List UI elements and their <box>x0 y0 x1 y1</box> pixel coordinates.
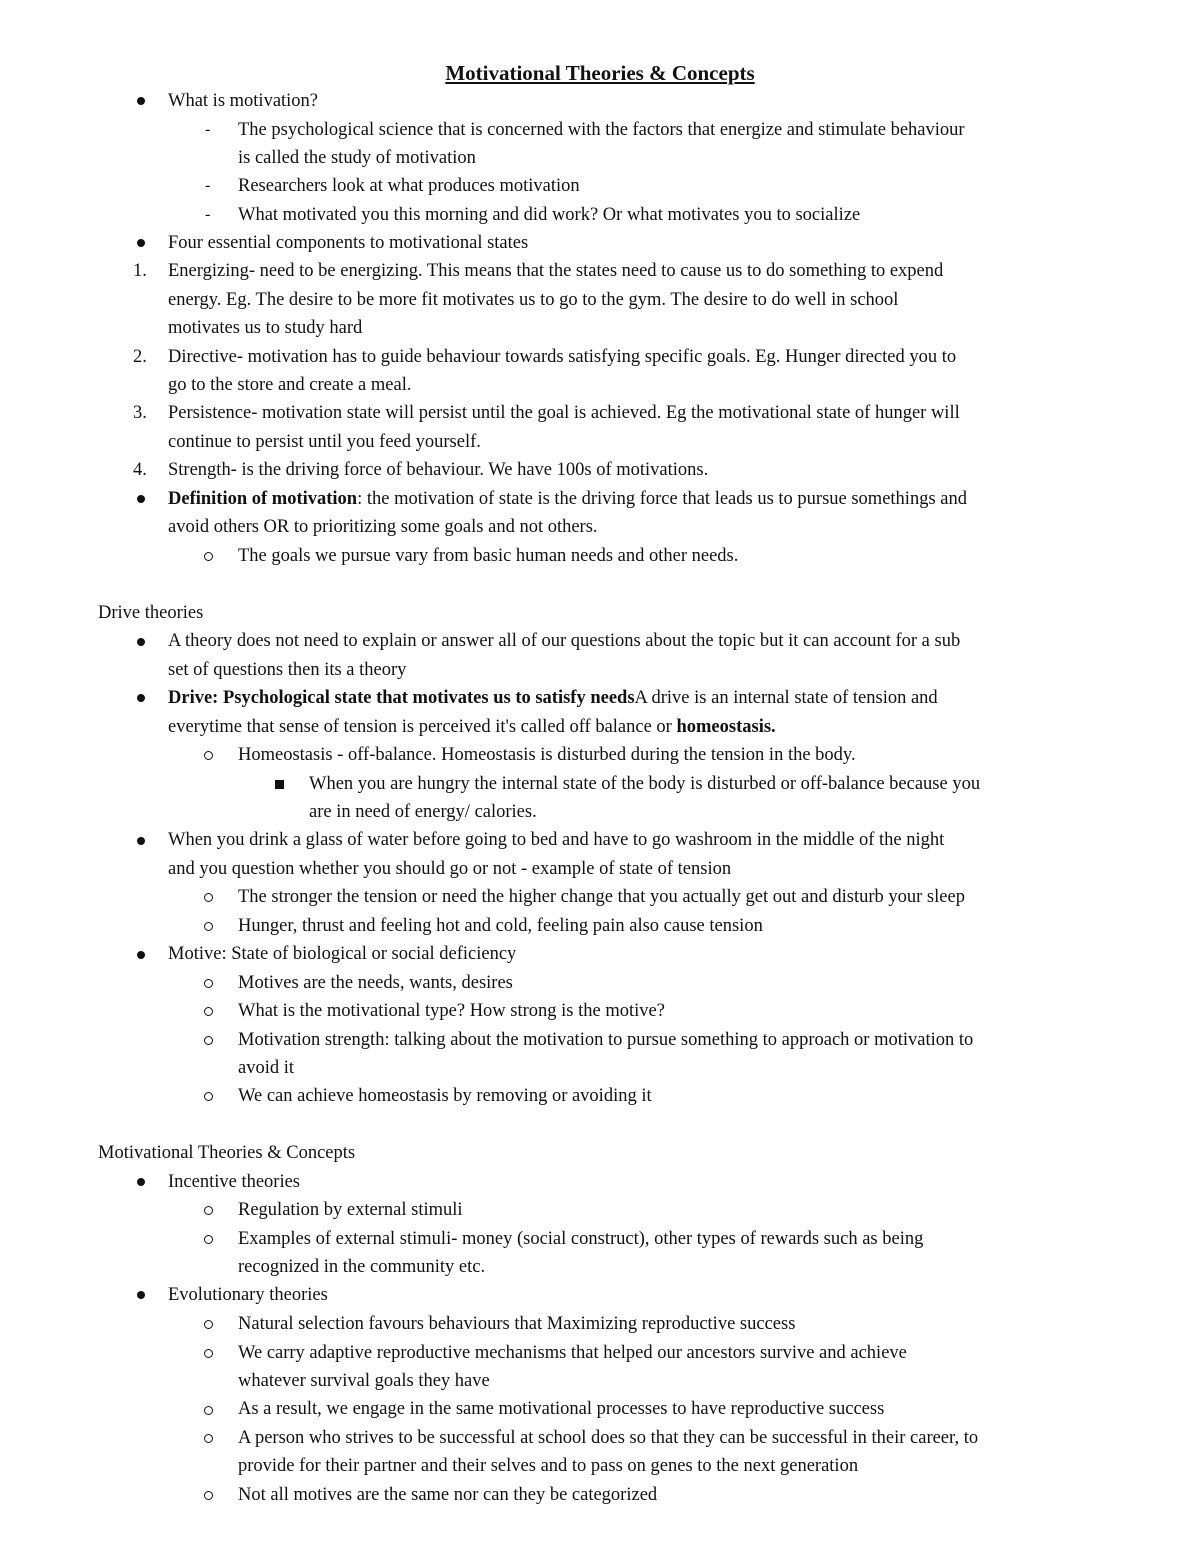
sub-bullet-text-cont: whatever survival goals they have <box>238 1371 490 1391</box>
bullet-text: Evolutionary theories <box>168 1285 328 1305</box>
bullet-text-rest: : the motivation of state is the driving force that leads us to pursue somethings and <box>357 489 967 509</box>
bullet-text: Four essential components to motivational states <box>168 233 529 253</box>
list-number: 2. <box>133 347 147 367</box>
circle-bullet <box>204 1434 213 1443</box>
sub-bullet-text: Motives are the needs, wants, desires <box>238 973 513 993</box>
circle-bullet <box>204 893 213 902</box>
sub-bullet-text: What is the motivational type? How strong is the motive? <box>238 1001 665 1021</box>
section-heading: Motivational Theories & Concepts <box>98 1143 356 1163</box>
circle-bullet <box>204 1491 213 1500</box>
numbered-text: Energizing- need to be energizing. This means that the states need to cause us to do something to expend <box>168 261 944 281</box>
document-title: Motivational Theories & Concepts <box>445 61 755 85</box>
sub-bullet-text: Examples of external stimuli- money (social construct), other types of rewards such as being <box>238 1229 924 1249</box>
list-number: 4. <box>133 460 147 480</box>
bullet-text: When you drink a glass of water before going to bed and have to go washroom in the middle of the night <box>168 830 945 850</box>
bullet-dot <box>137 694 145 702</box>
numbered-text-cont: energy. Eg. The desire to be more fit motivates us to go to the gym. The desire to do well in school <box>168 290 899 310</box>
bullet-text-rest: A drive is an internal state of tension and <box>634 688 938 708</box>
bullet-text-part: everytime that sense of tension is perceived it's called off balance or <box>168 717 677 737</box>
numbered-text: Strength- is the driving force of behaviour. We have 100s of motivations. <box>168 460 709 480</box>
sub-bullet-text-cont: provide for their partner and their selves and to pass on genes to the next generation <box>238 1456 859 1476</box>
circle-bullet <box>204 1092 213 1101</box>
dash-marker: - <box>205 177 211 194</box>
bullet-dot <box>137 638 145 646</box>
circle-bullet <box>204 922 213 931</box>
square-bullet <box>275 780 284 789</box>
circle-bullet <box>204 1406 213 1415</box>
circle-bullet <box>204 1036 213 1045</box>
numbered-text-cont: continue to persist until you feed yourself. <box>168 432 481 452</box>
dash-marker: - <box>205 206 211 223</box>
bullet-text-cont: and you question whether you should go or not - example of state of tension <box>168 859 732 879</box>
bullet-text-cont: set of questions then its a theory <box>168 660 407 680</box>
sub-bullet-text: Regulation by external stimuli <box>238 1200 463 1220</box>
sub-bullet-text: As a result, we engage in the same motivational processes to have reproductive success <box>238 1399 885 1419</box>
numbered-text-cont: go to the store and create a meal. <box>168 375 412 395</box>
bold-term: Definition of motivation <box>168 489 358 509</box>
sub-bullet-text: Not all motives are the same nor can they be categorized <box>238 1485 658 1505</box>
sub-bullet-text: Hunger, thrust and feeling hot and cold, feeling pain also cause tension <box>238 916 763 936</box>
bullet-dot <box>137 495 145 503</box>
bullet-text: What is motivation? <box>168 91 319 111</box>
bullet-text-cont: avoid others OR to prioritizing some goals and not others. <box>168 517 598 537</box>
bullet-text-cont <box>168 713 776 742</box>
bullet-dot <box>137 1178 145 1186</box>
list-number: 3. <box>133 403 147 423</box>
bullet-text <box>168 485 967 514</box>
circle-bullet <box>204 1007 213 1016</box>
bullet-text: Incentive theories <box>168 1172 301 1192</box>
dash-text: The psychological science that is concerned with the factors that energize and stimulate behaviour <box>238 120 965 140</box>
sub-bullet-text: Motivation strength: talking about the motivation to pursue something to approach or motivation to <box>238 1030 974 1050</box>
sub-bullet-text: A person who strives to be successful at school does so that they can be successful in their career, to <box>238 1428 979 1448</box>
sub-bullet-text: We can achieve homeostasis by removing or avoiding it <box>238 1086 652 1106</box>
bullet-dot <box>137 1291 145 1299</box>
sub-sub-bullet-text: When you are hungry the internal state of the body is disturbed or off-balance because you <box>309 774 981 794</box>
sub-sub-bullet-text-cont: are in need of energy/ calories. <box>309 802 537 822</box>
dash-text: What motivated you this morning and did work? Or what motivates you to socialize <box>238 205 861 225</box>
sub-bullet-text: Homeostasis - off-balance. Homeostasis is disturbed during the tension in the body. <box>238 745 856 765</box>
bold-term: Drive: Psychological state that motivates us to satisfy needs <box>168 688 635 708</box>
circle-bullet <box>204 1349 213 1358</box>
bold-term: homeostasis. <box>676 717 776 737</box>
circle-bullet <box>204 1320 213 1329</box>
circle-bullet <box>204 1206 213 1215</box>
circle-bullet <box>204 552 213 561</box>
sub-bullet-text: The stronger the tension or need the higher change that you actually get out and disturb your sleep <box>238 887 965 907</box>
numbered-text: Persistence- motivation state will persist until the goal is achieved. Eg the motivational state of hunger will <box>168 403 960 423</box>
sub-bullet-text: We carry adaptive reproductive mechanisms that helped our ancestors survive and achieve <box>238 1343 907 1363</box>
numbered-text: Directive- motivation has to guide behaviour towards satisfying specific goals. Eg. Hunger directed you to <box>168 347 957 367</box>
bullet-dot <box>137 951 145 959</box>
sub-bullet-text: The goals we pursue vary from basic human needs and other needs. <box>238 546 739 566</box>
bullet-text: A theory does not need to explain or answer all of our questions about the topic but it can account for a sub <box>168 631 961 651</box>
section-heading: Drive theories <box>98 603 204 623</box>
circle-bullet <box>204 751 213 760</box>
sub-bullet-text-cont: avoid it <box>238 1058 295 1078</box>
sub-bullet-text: Natural selection favours behaviours that Maximizing reproductive success <box>238 1314 796 1334</box>
sub-bullet-text-cont: recognized in the community etc. <box>238 1257 486 1277</box>
bullet-dot <box>137 97 145 105</box>
bullet-dot <box>137 239 145 247</box>
dash-marker: - <box>205 121 211 138</box>
circle-bullet <box>204 979 213 988</box>
circle-bullet <box>204 1235 213 1244</box>
dash-text-cont: is called the study of motivation <box>238 148 476 168</box>
bullet-text <box>168 684 938 713</box>
dash-text: Researchers look at what produces motivation <box>238 176 580 196</box>
bullet-dot <box>137 837 145 845</box>
list-number: 1. <box>133 261 147 281</box>
numbered-text-cont: motivates us to study hard <box>168 318 363 338</box>
bullet-text: Motive: State of biological or social deficiency <box>168 944 517 964</box>
